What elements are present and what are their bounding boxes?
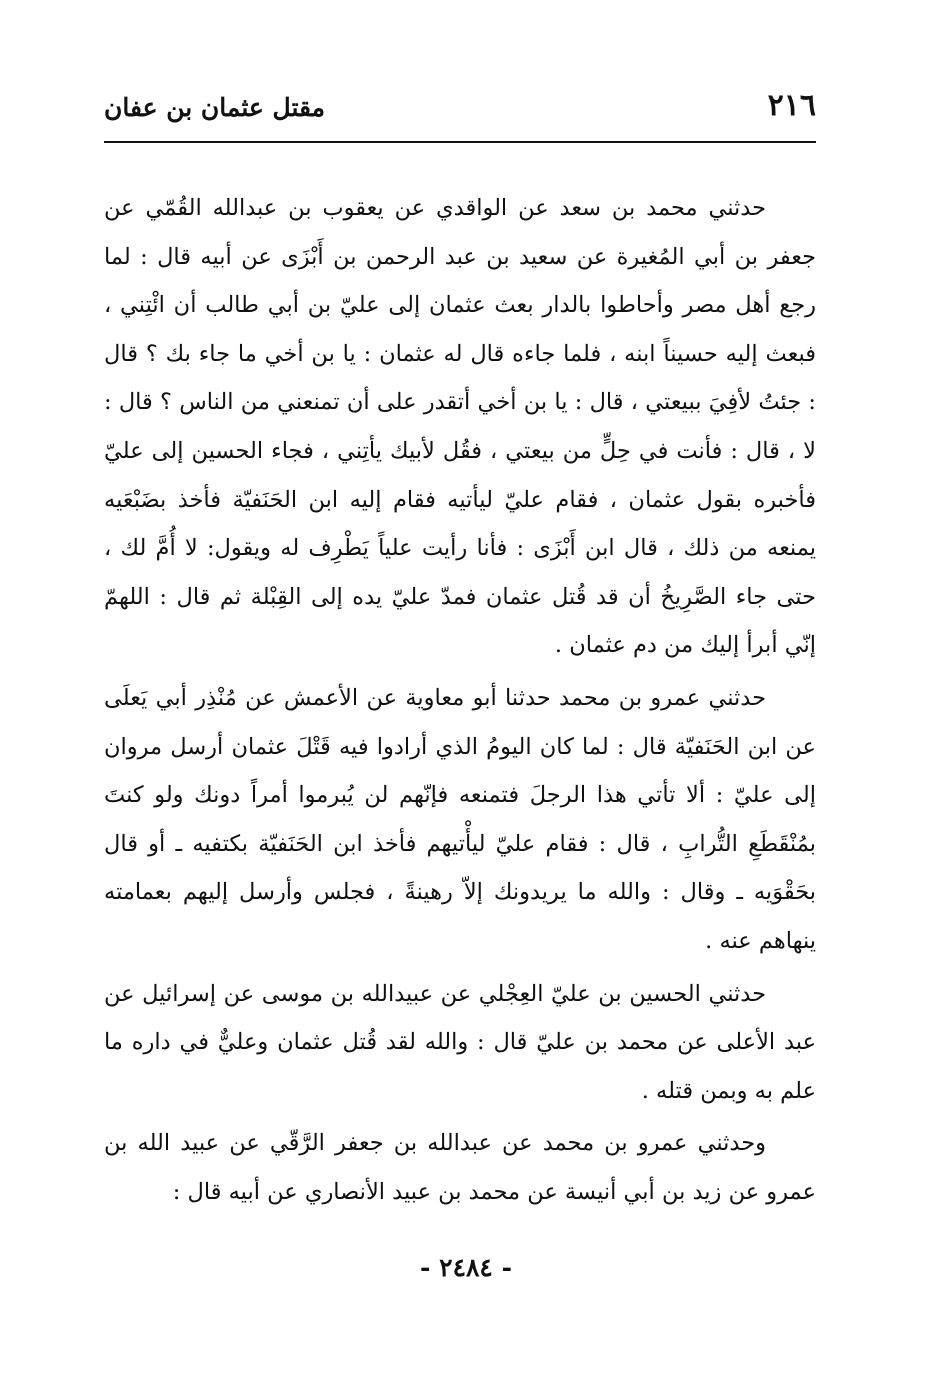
header-page-number: ٢١٦ xyxy=(767,88,816,123)
paragraph-4: وحدثني عمرو بن محمد عن عبدالله بن جعفر الرَّقّي عن عبيد الله بن عمرو عن زيد بن أبي أنيسة عن محمد بن عبيد الأنصاري عن أبيه قال : xyxy=(104,1130,816,1205)
footer-page-number: - ٢٤٨٤ - xyxy=(420,1253,512,1282)
paragraph-2: حدثني عمرو بن محمد حدثنا أبو معاوية عن الأعمش عن مُنْذِر أبي يَعلَى عن ابن الحَنَفيّة قال : لما كان اليومُ الذي أرادوا فيه قَتْلَ عثمان أرسل مروان إلى عليّ : ألا تأتي هذا الرجلَ فتمنعه فإنّهم لن يُبرموا أمراً دونك ولو كنتَ بمُنْقَطَعِ التُّرابِ ، قال : فقام عليّ ليأْتيهم فأخذ ابن الحَنَفيّة بكتفيه ـ أو قال بحَقْوَيه ـ وقال : والله ما يريدونك إلاّ رهينةً ، فجلس وأرسل إليهم بعمامته ينهاهم عنه . xyxy=(104,684,816,954)
paragraph-1: حدثني محمد بن سعد عن الواقدي عن يعقوب بن عبدالله القُمّي عن جعفر بن أبي المُغيرة عن سعيد بن عبد الرحمن بن أَبْزَى عن أبيه قال : لما رجع أهل مصر وأحاطوا بالدار بعث عثمان إلى عليّ بن أبي طالب أن ائْتِني ، فبعث إليه حسيناً ابنه ، فلما جاءه قال له عثمان : يا بن أخي ما جاء بك ؟ قال : جئتُ لأفِيَ ببيعتي ، قال : يا بن أخي أتقدر على أن تمنعني من الناس ؟ قال : لا ، قال : فأنت في حِلٍّ من بيعتي ، فقُل لأبيك يأتِني ، فجاء الحسين إلى عليّ فأخبره بقول عثمان ، فقام عليّ ليأتيه فقام إليه ابن الحَنَفيّة فأخذ بضَبْعَيه يمنعه من ذلك ، قال ابن أَبْزَى : فأنا رأيت علياً يَطْرِف له ويقول: لا أُمَّ لك ، حتى جاء الصَّرِيخُ أن قد قُتل عثمان فمدّ عليّ يده إلى القِبْلة ثم قال : اللهمّ إنّي أبرأ إليك من دم عثمان . xyxy=(104,195,816,659)
header-divider xyxy=(104,141,816,143)
page-header xyxy=(104,86,816,138)
paragraph-3: حدثني الحسين بن عليّ العِجْلي عن عبيدالله بن موسى عن إسرائيل عن عبد الأعلى عن محمد بن عليّ قال : والله لقد قُتل عثمان وعليٌّ في داره ما علم به وبمن قتله . xyxy=(104,980,816,1104)
body-text xyxy=(104,184,816,1216)
running-title: مقتل عثمان بن عفان xyxy=(104,93,326,122)
